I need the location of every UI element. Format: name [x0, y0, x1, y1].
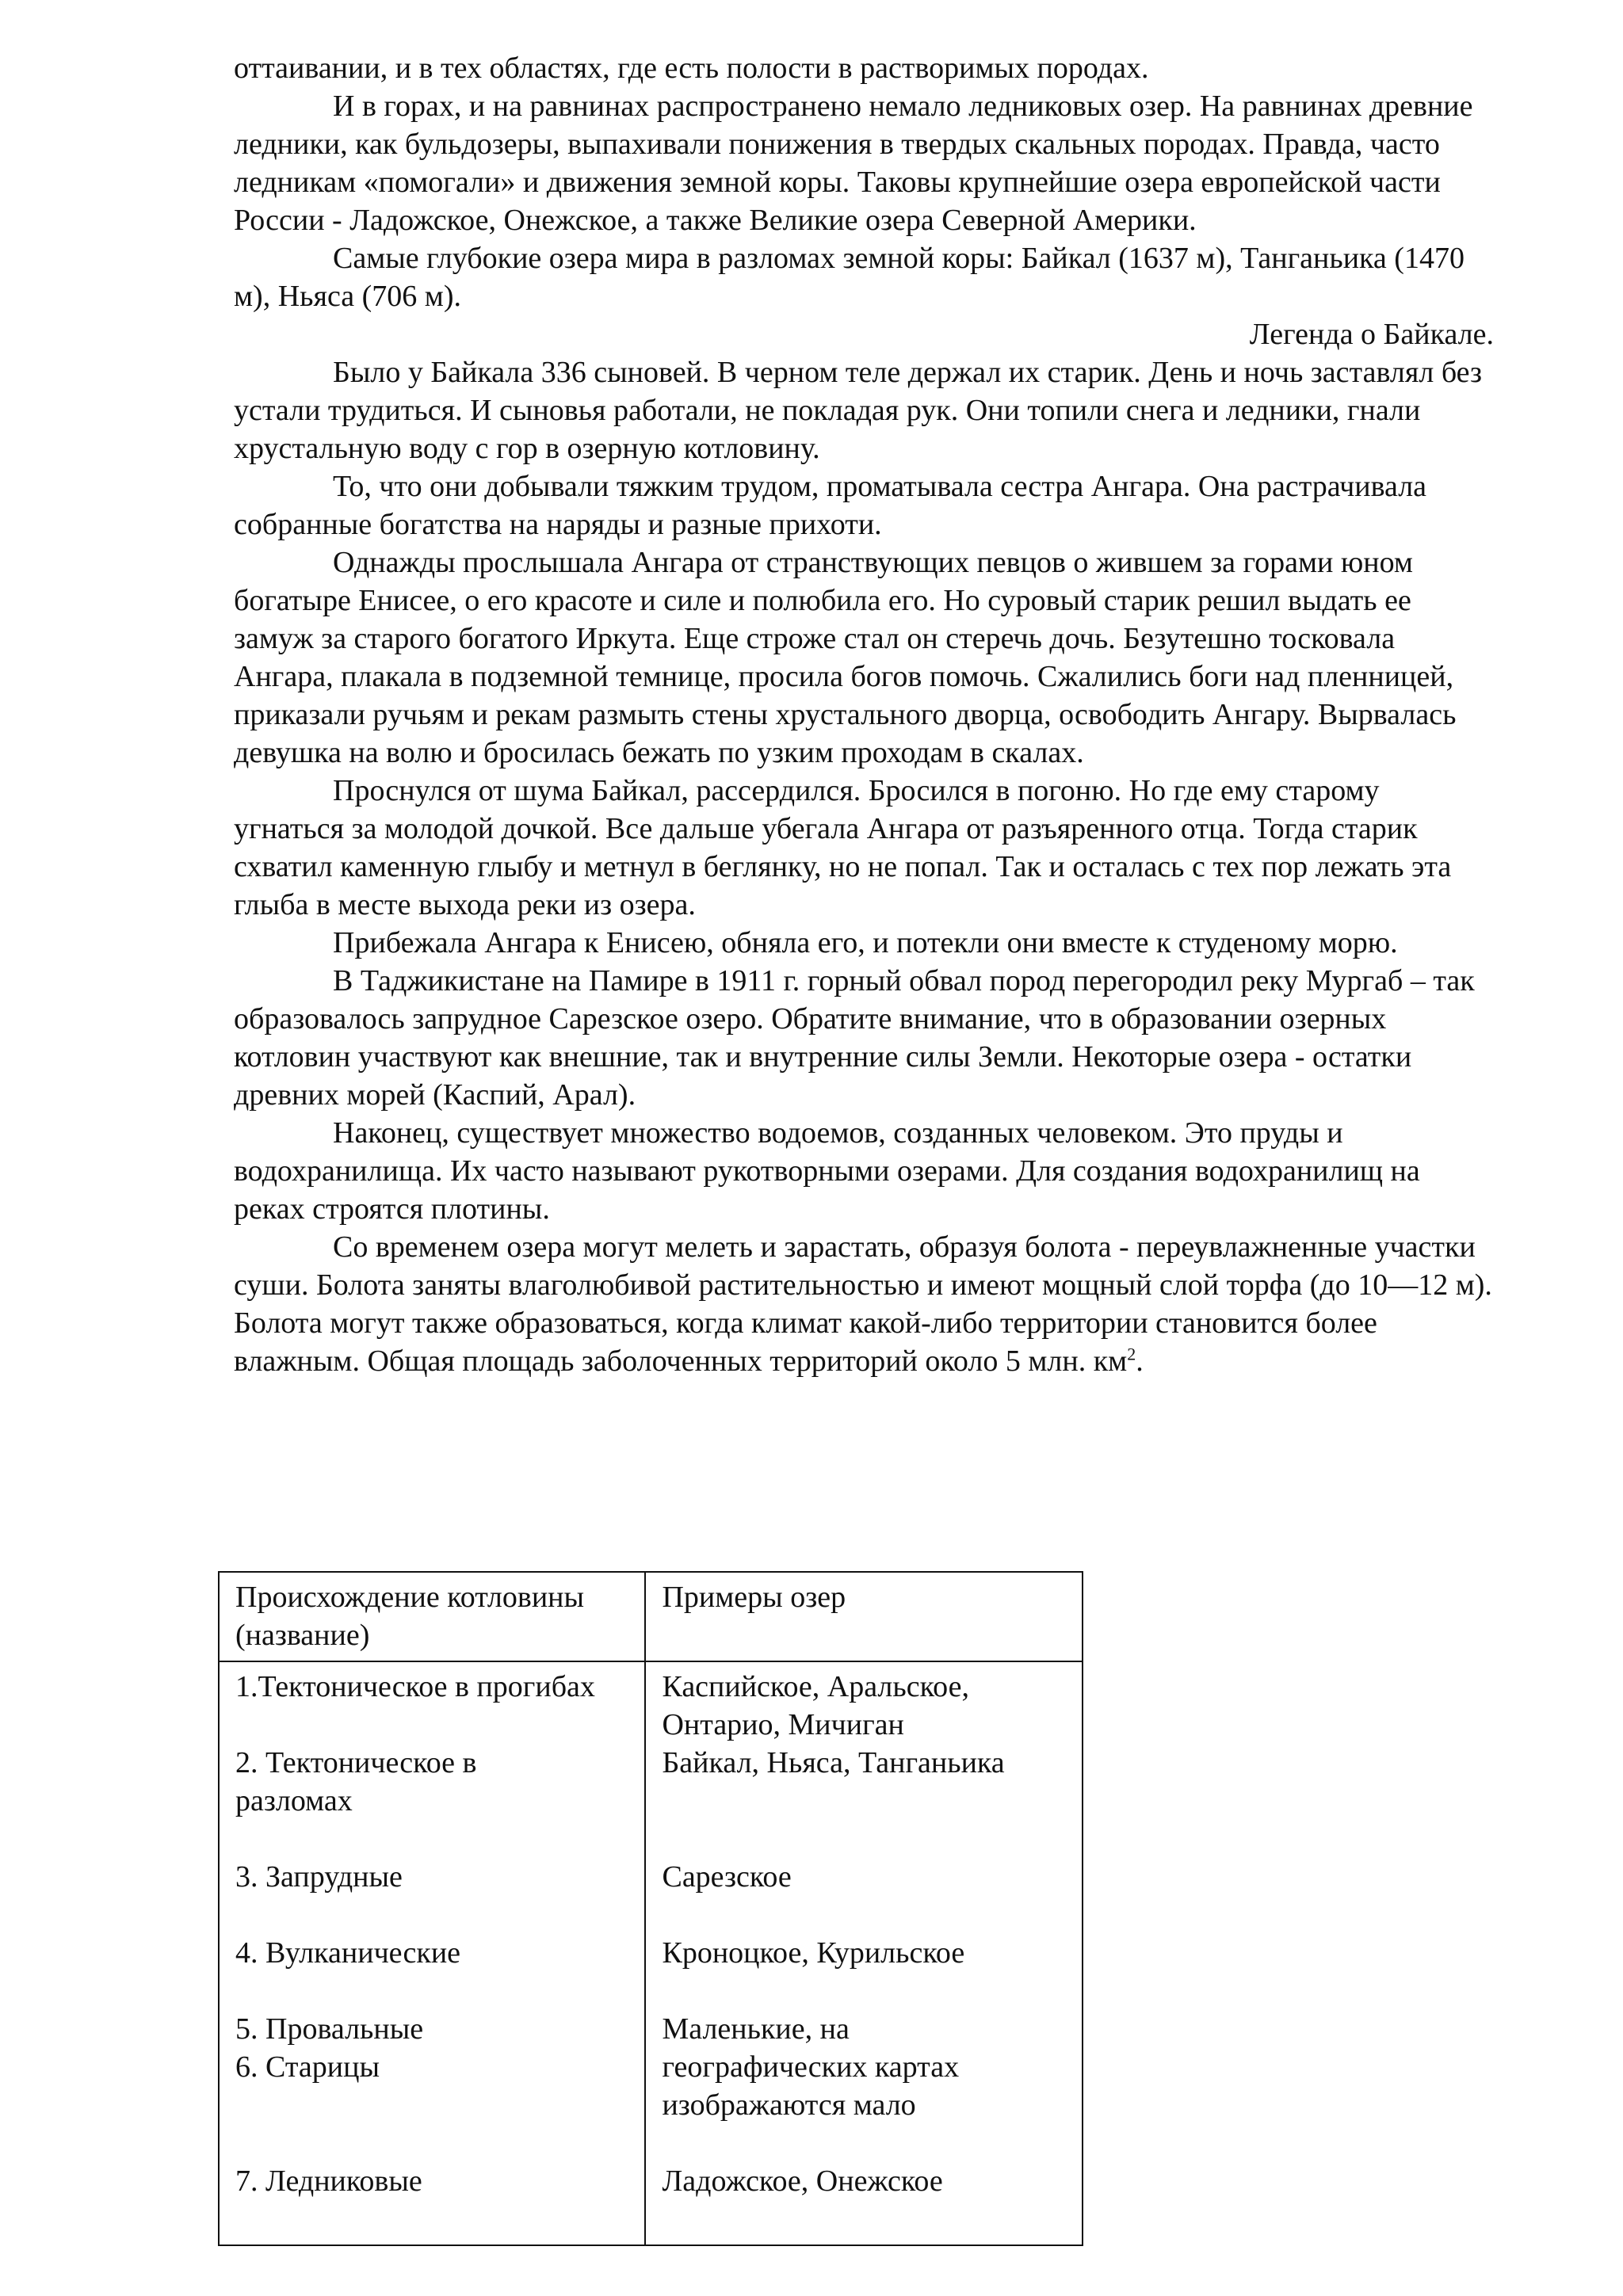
paragraph-legend-5: Прибежала Ангара к Енисею, обняла его, и потекли они вместе к студеному морю.: [333, 926, 1398, 959]
origin-line: [235, 1820, 628, 1858]
swamps-text: Со временем озера могут мелеть и зарастать, образуя болота - переувлажненные участки суши. Болота заняты влаголюбивой растительностью и имеют мощный слой торфа (до 10—12 м). Болота могут также образоваться, когда климат какой-либо территории становится более влажным. Общая площадь заболоченных территорий около 5 млн. км: [234, 1230, 1492, 1378]
header-examples-cell: [645, 1572, 1083, 1661]
examples-line: [662, 1972, 1066, 2010]
paragraph-tajikistan: В Таджикистане на Памире в 1911 г. горный обвал пород перегородил реку Мургаб – так образовалось запрудное Сарезское озеро. Обратите внимание, что в образовании озерных котловин участвуют как внешние, так и внутренние силы Земли. Некоторые озера - остатки древних морей (Каспий, Арал).: [234, 964, 1475, 1112]
header-origin-line: Происхождение котловины: [235, 1581, 585, 1614]
table-row: [219, 1661, 1083, 2245]
examples-line: [662, 1896, 1066, 1934]
origin-line: [235, 1706, 628, 1744]
header-examples-line: Примеры озер: [662, 1581, 846, 1614]
paragraph-legend-3: Однажды прослышала Ангара от странствующих певцов о жившем за горами юном богатыре Енисее, о его красоте и силе и полюбила его. Но суровый старик решил выдать ее замуж за старого богатого Иркута. Еще строже стал он стеречь дочь. Безутешно тосковала Ангара, плакала в подземной темнице, просила богов помочь. Сжалились боги над пленницей, приказали ручьям и рекам размыть стены хрустального дворца, освободить Ангару. Вырвалась девушка на волю и бросилась бежать по узким проходам в скалах.: [234, 546, 1457, 769]
origin-line: 5. Провальные: [235, 2012, 424, 2046]
origin-line: [235, 1972, 628, 2010]
examples-line: Кроноцкое, Курильское: [662, 1936, 965, 1970]
paragraph-reservoirs: Наконец, существует множество водоемов, созданных человеком. Это пруды и водохранилища. Их часто называют рукотворными озерами. Для создания водохранилищ на реках строятся плотины.: [234, 1116, 1420, 1226]
examples-line: Маленькие, на: [662, 2012, 850, 2046]
examples-line: [662, 2200, 1066, 2238]
header-origin-cell: [219, 1572, 645, 1661]
header-origin-line: (название): [235, 1619, 370, 1652]
origin-line: [235, 2124, 628, 2162]
origin-line: [235, 2086, 628, 2124]
examples-line: Сарезское: [662, 1860, 792, 1894]
lake-origin-table: [218, 1571, 1083, 2246]
area-superscript: 2: [1127, 1344, 1136, 1364]
examples-line: Ладожское, Онежское: [662, 2164, 943, 2198]
examples-line: Байкал, Ньяса, Танганьика: [662, 1746, 1005, 1779]
paragraph-legend-2: То, что они добывали тяжким трудом, проматывала сестра Ангара. Она растрачивала собранные богатства на наряды и разные прихоти.: [234, 470, 1427, 541]
origin-line: 7. Ледниковые: [235, 2164, 422, 2198]
swamps-end: .: [1136, 1344, 1144, 1378]
paragraph-continuation: оттаивании, и в тех областях, где есть полости в растворимых породах.: [234, 51, 1149, 85]
origin-line: [235, 2200, 628, 2238]
origin-line: 3. Запрудные: [235, 1860, 403, 1894]
examples-cell: [645, 1661, 1083, 2245]
paragraph-glacial-lakes: И в горах, и на равнинах распространено немало ледниковых озер. На равнинах древние ледники, как бульдозеры, выпахивали понижения в твердых скальных породах. Правда, часто ледникам «помогали» и движения земной коры. Таковы крупнейшие озера европейской части России - Ладожское, Онежское, а также Великие озера Северной Америки.: [234, 90, 1473, 237]
origin-line: 1.Тектоническое в прогибах: [235, 1670, 595, 1703]
examples-line: [662, 1782, 1066, 1820]
table-header-row: [219, 1572, 1083, 1661]
origin-line: [235, 1896, 628, 1934]
legend-title: Легенда о Байкале.: [1249, 318, 1494, 351]
origin-line: 4. Вулканические: [235, 1936, 461, 1970]
paragraph-swamps: [234, 1228, 1494, 1380]
examples-line: Онтарио, Мичиган: [662, 1708, 904, 1741]
origin-cell: [219, 1661, 645, 2245]
examples-line: географических картах: [662, 2050, 960, 2084]
paragraph-legend-4: Проснулся от шума Байкал, рассердился. Бросился в погоню. Но где ему старому угнаться за молодой дочкой. Все дальше убегала Ангара от разъяренного отца. Тогда старик схватил каменную глыбу и метнул в беглянку, но не попал. Так и осталась с тех пор лежать эта глыба в месте выхода реки из озера.: [234, 774, 1452, 921]
examples-line: [662, 1820, 1066, 1858]
paragraph-legend-1: Было у Байкала 336 сыновей. В черном теле держал их старик. День и ночь заставлял без устали трудиться. И сыновья работали, не покладая рук. Они топили снега и ледники, гнали хрустальную воду с гор в озерную котловину.: [234, 356, 1482, 465]
origin-line: 2. Тектоническое в: [235, 1746, 477, 1779]
paragraph-deepest-lakes: Самые глубокие озера мира в разломах земной коры: Байкал (1637 м), Танганьика (1470 м), Ньяса (706 м).: [234, 242, 1465, 313]
origin-line: разломах: [235, 1784, 353, 1817]
examples-line: [662, 2124, 1066, 2162]
examples-line: Каспийское, Аральское,: [662, 1670, 969, 1703]
examples-line: изображаются мало: [662, 2088, 916, 2122]
origin-line: 6. Старицы: [235, 2050, 380, 2084]
article-text: [234, 49, 1494, 1380]
